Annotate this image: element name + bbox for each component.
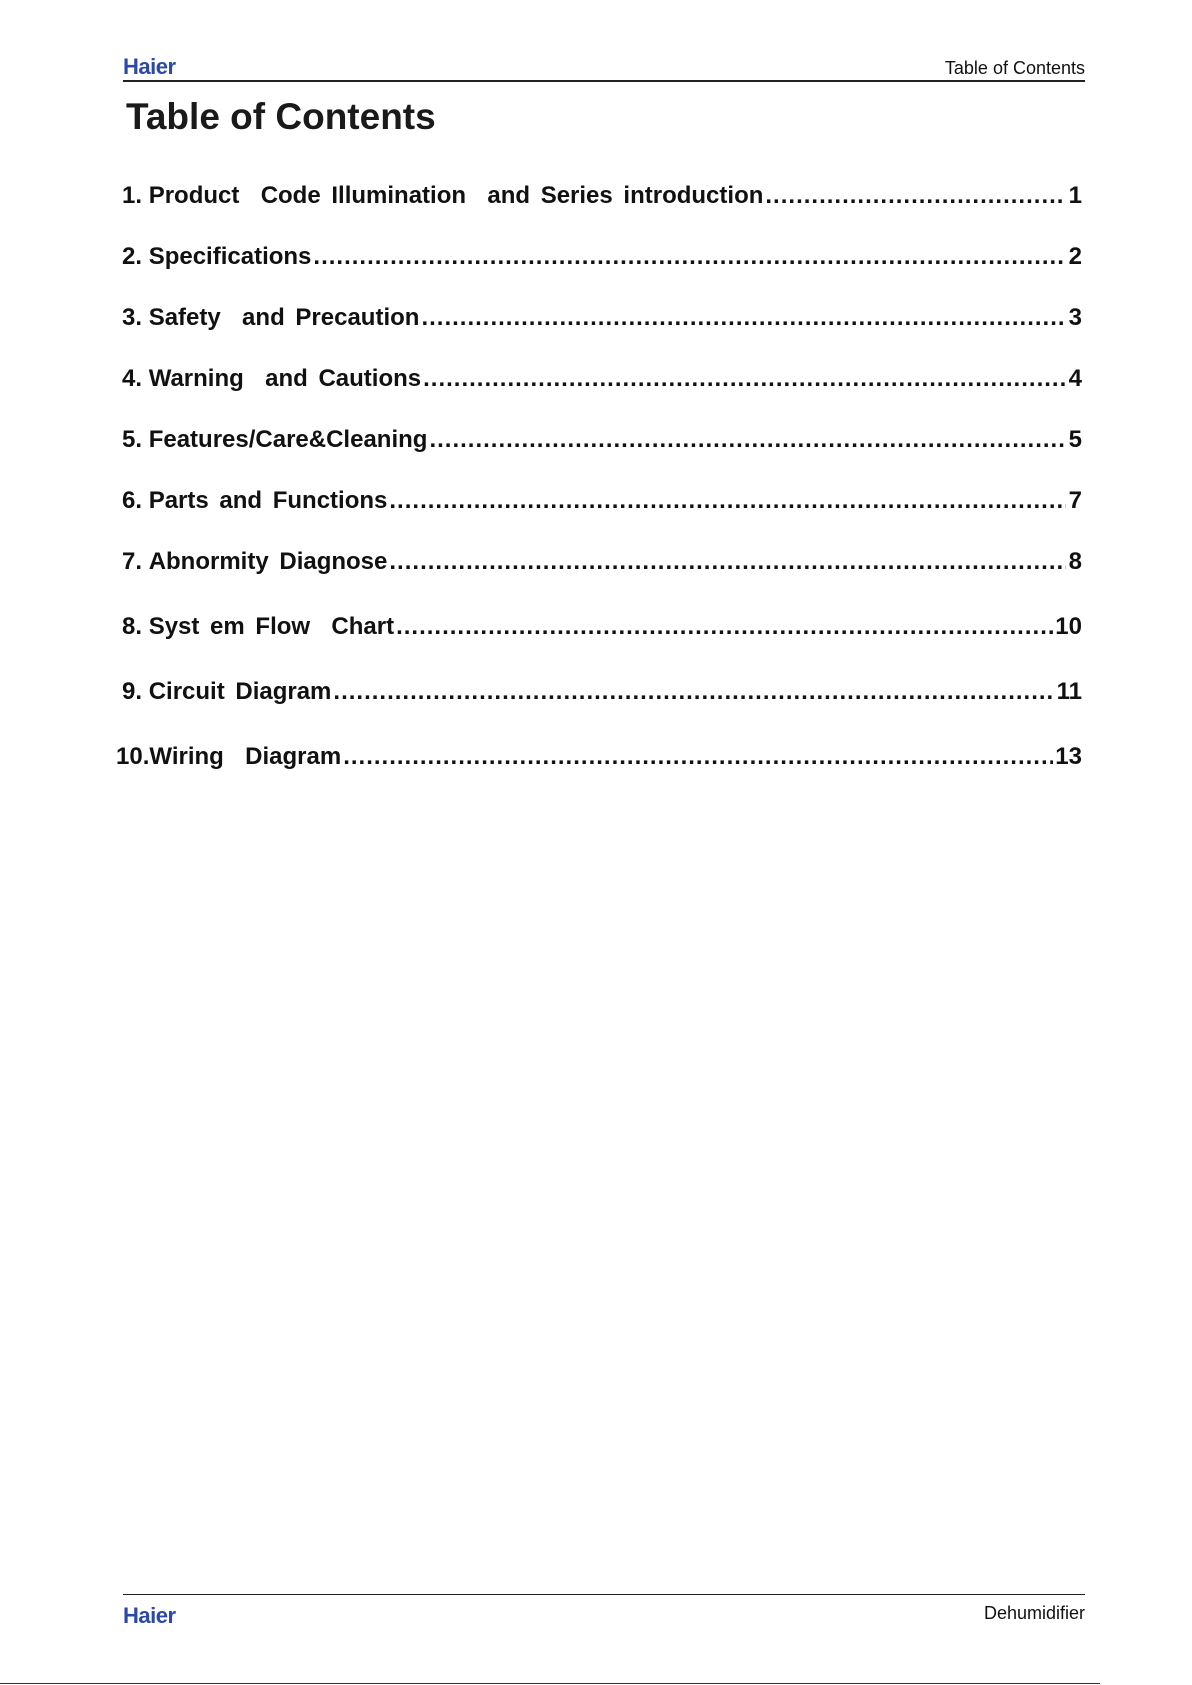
toc-entry-number: 6.	[122, 487, 149, 514]
dot-leader	[333, 678, 1054, 706]
header-section-title: Table of Contents	[944, 58, 1085, 78]
toc-entry-page: 5	[1068, 426, 1082, 453]
dot-leader	[313, 243, 1066, 271]
dot-leader	[421, 304, 1066, 332]
toc-entry-page: 1	[1068, 182, 1082, 209]
toc-entry-specifications[interactable]	[122, 237, 1082, 271]
toc-entry-label: Parts and Functions	[148, 487, 388, 514]
toc-entry-warning[interactable]	[122, 359, 1082, 393]
toc-entry-page: 7	[1068, 487, 1082, 514]
haier-logo: Haier	[123, 54, 176, 79]
toc-entry-label: Syst em Flow Chart	[148, 613, 395, 640]
toc-entry-page: 13	[1055, 743, 1082, 770]
toc-entry-label: Wiring Diagram	[149, 743, 342, 770]
toc-entry-number: 2.	[122, 243, 149, 270]
toc-entry-flow-chart[interactable]	[122, 607, 1082, 641]
toc-entry-page: 2	[1068, 243, 1082, 270]
dot-leader	[396, 613, 1053, 641]
toc-entry-number: 4.	[122, 365, 149, 392]
haier-logo: Haier	[123, 1603, 176, 1628]
page-footer	[123, 1594, 1085, 1635]
dot-leader	[389, 548, 1066, 576]
toc-entry-number: 10.	[116, 743, 150, 770]
toc-entry-page: 4	[1068, 365, 1082, 392]
toc-entry-wiring[interactable]	[116, 737, 1082, 771]
table-of-contents	[0, 0, 1192, 800]
toc-entry-number: 8.	[122, 613, 149, 640]
toc-entry-label: Warning and Cautions	[148, 365, 422, 392]
dot-leader	[389, 487, 1066, 515]
dot-leader	[343, 743, 1053, 771]
toc-entry-page: 10	[1055, 613, 1082, 640]
toc-entry-number: 3.	[122, 304, 149, 331]
toc-entry-number: 7.	[122, 548, 149, 575]
toc-entry-page: 3	[1068, 304, 1082, 331]
toc-entry-label: Abnormity Diagnose	[148, 548, 388, 575]
dot-leader	[765, 182, 1066, 210]
toc-entry-label: Product Code Illumination and Series introduction	[148, 182, 764, 209]
toc-entry-page: 11	[1056, 678, 1082, 705]
toc-entry-label: Safety and Precaution	[148, 304, 420, 331]
bottom-divider	[0, 1683, 1100, 1684]
toc-entry-label: Circuit Diagram	[148, 678, 332, 705]
toc-entry-features[interactable]	[122, 420, 1082, 454]
page-title: Table of Contents	[126, 96, 436, 137]
footer-product-name: Dehumidifier	[983, 1603, 1085, 1623]
toc-entry-abnormity[interactable]	[122, 542, 1082, 576]
toc-entry-number: 1.	[122, 182, 149, 209]
toc-entry-parts[interactable]	[122, 481, 1082, 515]
toc-entry-circuit[interactable]	[122, 672, 1082, 706]
toc-entry-safety[interactable]	[122, 298, 1082, 332]
toc-entry-number: 9.	[122, 678, 149, 705]
toc-entry-label: Features/Care&Cleaning	[148, 426, 428, 453]
toc-entry-number: 5.	[122, 426, 149, 453]
toc-entry-label: Specifications	[148, 243, 312, 270]
toc-entry-product-code[interactable]	[122, 176, 1082, 210]
dot-leader	[423, 365, 1066, 393]
dot-leader	[429, 426, 1066, 454]
toc-entry-page: 8	[1068, 548, 1082, 575]
